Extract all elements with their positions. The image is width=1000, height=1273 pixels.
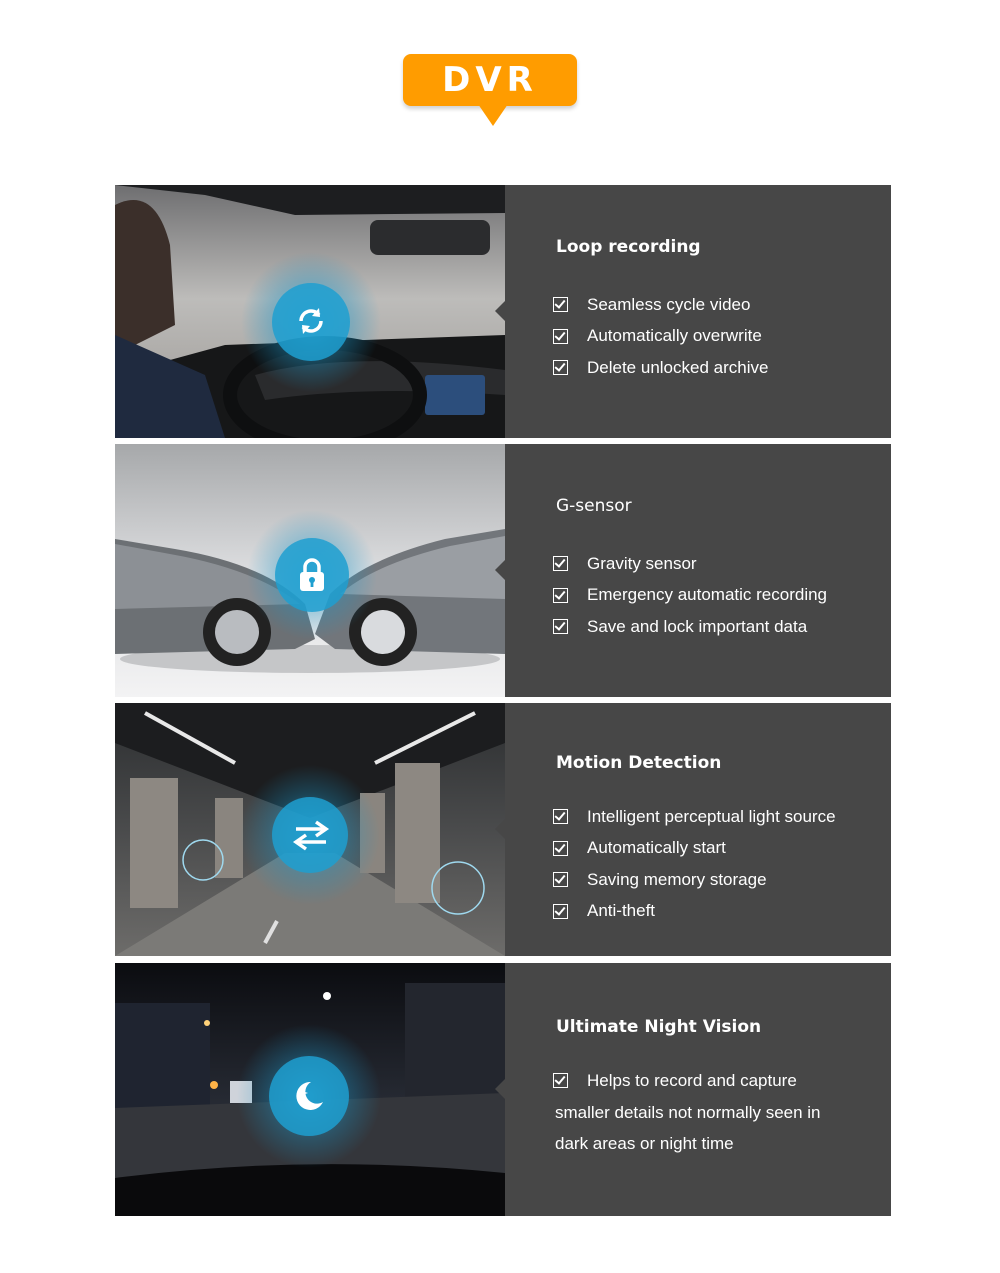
list-item: Intelligent perceptual light source xyxy=(553,801,836,833)
checkbox-icon xyxy=(553,360,568,375)
loop-arrows-icon xyxy=(293,303,329,339)
feature-title: Motion Detection xyxy=(556,753,722,773)
list-item: Anti-theft xyxy=(553,896,836,928)
checkbox-icon xyxy=(553,297,568,312)
moon-icon xyxy=(291,1078,327,1114)
feature-list xyxy=(553,289,768,384)
list-item: Emergency automatic recording xyxy=(553,580,827,612)
checkbox-icon xyxy=(553,809,568,824)
list-item: Seamless cycle video xyxy=(553,289,768,321)
checkbox-icon xyxy=(553,588,568,603)
list-item: Helps to record and capture xyxy=(553,1065,797,1097)
swap-arrows-icon xyxy=(292,819,330,851)
dvr-badge-label: DVR xyxy=(442,60,538,100)
feature-title: Ultimate Night Vision xyxy=(556,1017,762,1037)
list-item: Save and lock important data xyxy=(553,611,827,643)
dvr-badge-pointer xyxy=(478,104,508,126)
feature-g-sensor xyxy=(115,444,891,697)
feature-title: Loop recording xyxy=(556,237,701,257)
night-vision-panel xyxy=(505,963,891,1216)
feature-motion-detection xyxy=(115,703,891,956)
checkbox-icon xyxy=(553,904,568,919)
checkbox-icon xyxy=(553,841,568,856)
checkbox-icon xyxy=(553,619,568,634)
checkbox-icon xyxy=(553,1073,568,1088)
feature-night-vision xyxy=(115,963,891,1216)
dvr-badge xyxy=(403,54,577,106)
list-item: Gravity sensor xyxy=(553,548,827,580)
lock-icon xyxy=(296,557,328,593)
feature-description-line: smaller details not normally seen in xyxy=(555,1103,821,1122)
g-sensor-panel xyxy=(505,444,891,697)
list-item: Delete unlocked archive xyxy=(553,352,768,384)
checkbox-icon xyxy=(553,329,568,344)
feature-list xyxy=(553,1065,797,1097)
loop-recording-panel xyxy=(505,185,891,438)
feature-description-line: dark areas or night time xyxy=(555,1134,734,1153)
checkbox-icon xyxy=(553,556,568,571)
list-item: Automatically start xyxy=(553,833,836,865)
feature-list xyxy=(553,548,827,643)
list-item: Saving memory storage xyxy=(553,864,836,896)
checkbox-icon xyxy=(553,872,568,887)
motion-detection-panel xyxy=(505,703,891,956)
feature-loop-recording xyxy=(115,185,891,438)
feature-list xyxy=(553,801,836,927)
feature-title: G-sensor xyxy=(556,496,632,516)
list-item: Automatically overwrite xyxy=(553,321,768,353)
